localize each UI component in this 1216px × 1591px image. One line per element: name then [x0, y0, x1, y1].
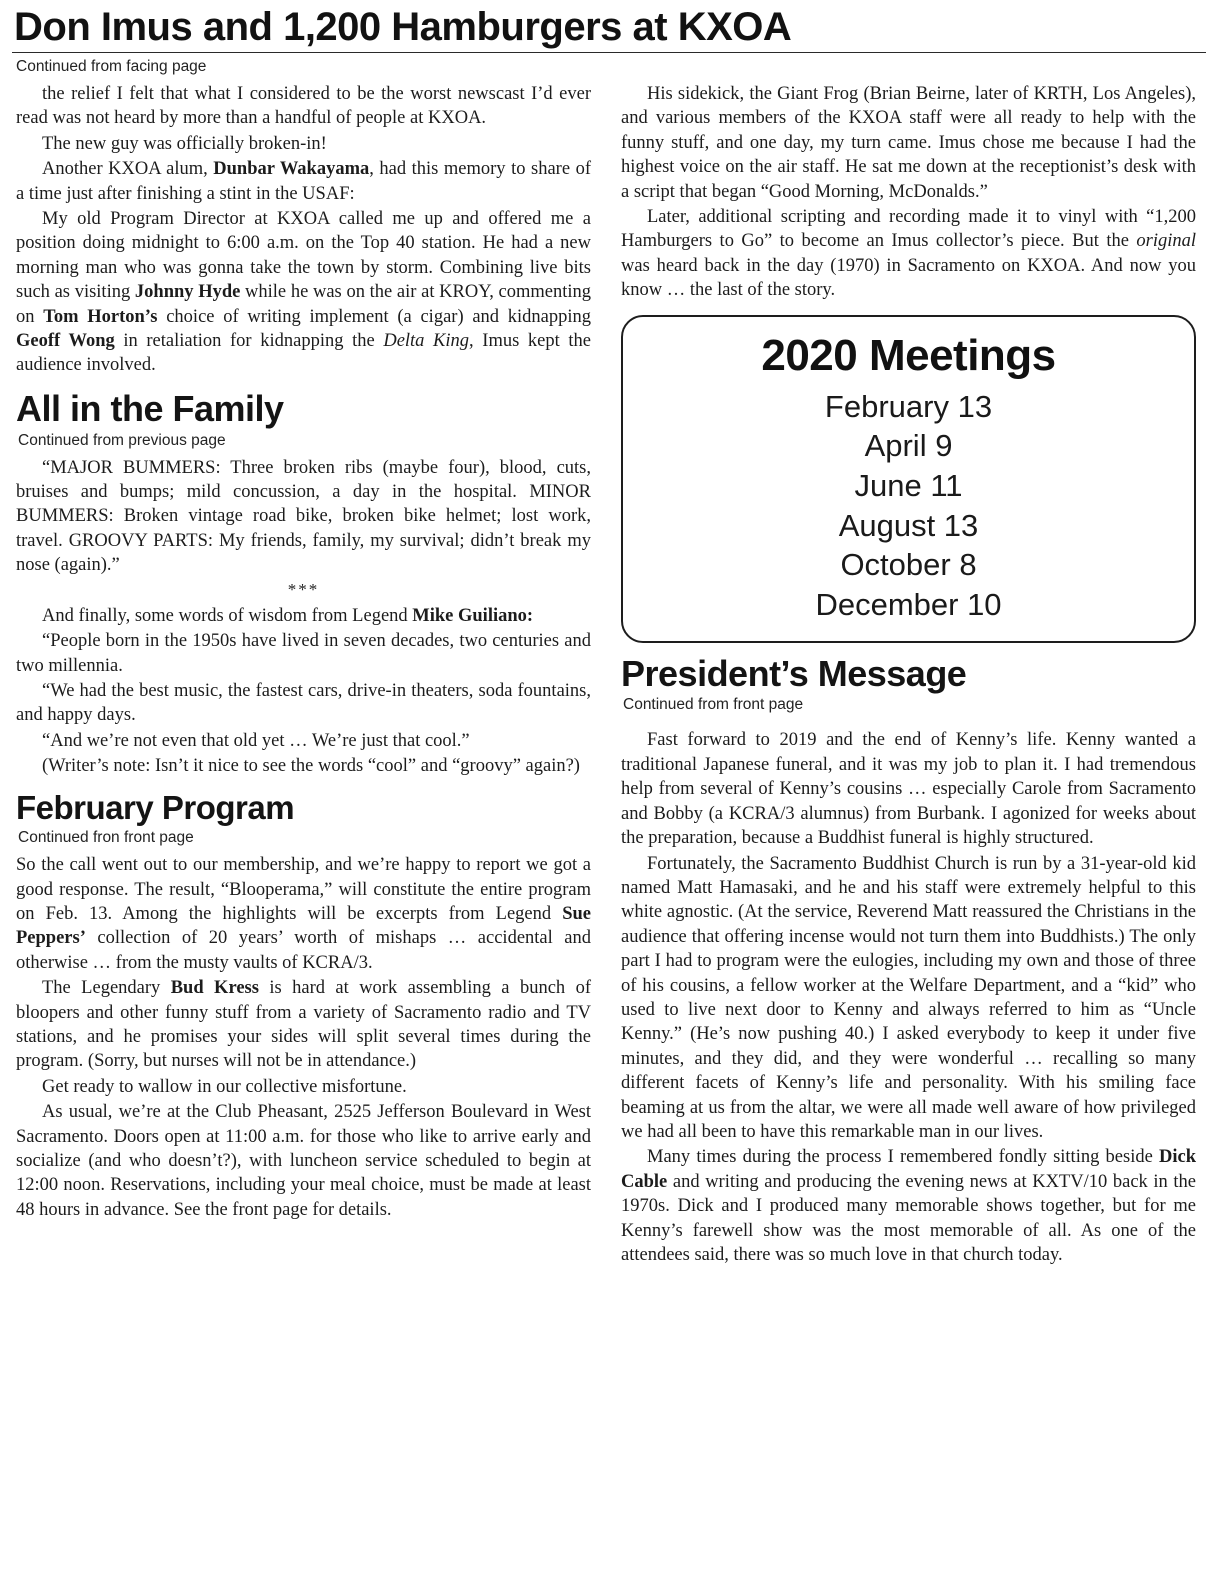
section-divider-asterisks: *** — [287, 579, 320, 599]
left-column — [16, 82, 591, 1268]
section-continued-note: Continued from previous page — [18, 431, 226, 449]
right-column — [621, 82, 1196, 1268]
paragraph: (Writer’s note: Isn’t it nice to see the words “cool” and “groovy” again?) — [42, 756, 580, 777]
page-title: Don Imus and 1,200 Hamburgers at KXOA — [14, 5, 792, 49]
italic-title: Delta King — [383, 331, 470, 352]
meeting-date: October 8 — [840, 547, 977, 583]
text-run: is hard at work assembling a bunch of bloopers and other funny stuff from a variety of Sacramento radio and TV stations, and he promises your sides will split several times during the program. (Sorry, but nurses will not be in attendance.) — [16, 978, 591, 1072]
text-run: Many times during the process I remembered fondly sitting beside — [647, 1147, 1159, 1168]
text-run: , had this memory to share of a time just after finishing a stint in the USAF: — [16, 159, 591, 204]
meeting-date: December 10 — [815, 587, 1002, 623]
text-run: in retaliation for kidnapping the — [114, 331, 384, 352]
paragraph — [16, 976, 591, 1074]
meetings-box — [621, 315, 1196, 643]
text-run: choice of writing implement (a cigar) and kidnapping — [157, 306, 592, 327]
text-run: and writing and producing the evening news at KXTV/10 back in the 1970s. Dick and I produced many memorable shows together, but for me Kenny’s farewell show was the most memorable of all. As one of the attendees said, there was so much love in that church today. — [621, 1171, 1196, 1266]
paragraph: Get ready to wallow in our collective misfortune. — [42, 1076, 407, 1097]
text-run: My old Program Director at KXOA called me up and offered me a position doing midnight to 6:00 a.m. on the Top 40 station. He had a new morning man who was gonna take the town by storm. Combining live bits such as visiting — [16, 209, 591, 303]
section-heading-presidents-message: President’s Message — [621, 652, 967, 694]
paragraph — [16, 853, 591, 975]
paragraph — [621, 1145, 1196, 1267]
text-run: , Imus kept the audience involved. — [16, 331, 592, 376]
text-run: The Legendary — [42, 978, 171, 999]
paragraph: His sidekick, the Giant Frog (Brian Beirne, later of KRTH, Los Angeles), and various members of the KXOA staff were all ready to help with the funny stuff, and one day, my turn came. Imus chose me because I had the highest voice on the air staff. He sat me down at the receptionist’s desk with a script that began “Good Morning, McDonalds.” — [621, 84, 1196, 202]
paragraph — [16, 157, 591, 206]
text-run: collection of 20 years’ worth of mishaps … accidental and otherwise … from the musty vaults of KCRA/3. — [16, 928, 591, 973]
person-name: Bud Kress — [170, 978, 259, 999]
two-column-layout — [0, 82, 1216, 1268]
paragraph: “And we’re not even that old yet … We’re just that cool.” — [42, 730, 470, 751]
section-heading-all-in-the-family: All in the Family — [16, 387, 284, 429]
person-name: Dick Cable — [621, 1147, 1196, 1192]
newsletter-page — [0, 6, 1216, 1591]
paragraph: Fast forward to 2019 and the end of Kenny’s life. Kenny wanted a traditional Japanese funeral, and it was my job to plan it. I had tremendous help from several of Kenny’s cousins … especially Carole from Sacramento and Bobby (a KCRA/3 alumnus) from Burbank. I agonized for weeks about the preparation, because a Buddhist funeral is highly structured. — [621, 730, 1196, 849]
paragraph: The new guy was officially broken-in! — [42, 133, 327, 154]
person-name: Mike Guiliano: — [412, 605, 534, 626]
person-name: Johnny Hyde — [134, 282, 241, 303]
section-heading-february-program: February Program — [16, 788, 295, 826]
person-name: Sue Peppers’ — [16, 904, 591, 949]
person-name: Geoff Wong — [16, 331, 115, 352]
paragraph: As usual, we’re at the Club Pheasant, 2525 Jefferson Boulevard in West Sacramento. Doors open at 11:00 a.m. for those who like to arrive early and socialize (and who doesn’t?), with luncheon service scheduled to begin at 12:00 noon. Reservations, including your meal choice, must be made at least 48 hours in advance. See the front page for details. — [16, 1102, 591, 1220]
text-run: while he was on the air at KROY, commenting on — [16, 282, 591, 327]
paragraph: “We had the best music, the fastest cars, drive-in theaters, soda fountains, and happy days. — [16, 680, 591, 726]
meeting-date: April 9 — [864, 428, 953, 464]
paragraph: the relief I felt that what I considered to be the worst newscast I’d ever read was not heard by more than a handful of people at KXOA. — [16, 84, 591, 129]
meeting-date: June 11 — [854, 468, 963, 503]
person-name: Tom Horton’s — [43, 306, 158, 327]
meeting-date: August 13 — [838, 507, 979, 543]
text-run: So the call went out to our membership, and we’re happy to report we got a good response. The result, “Blooperama,” will constitute the entire program on Feb. 13. Among the highlights will be excerpts from Legend — [16, 855, 591, 924]
text-run: Later, additional scripting and recording made it to vinyl with “1,200 Hamburgers to Go” to become an Imus collector’s piece. But the — [621, 207, 1196, 252]
paragraph: “MAJOR BUMMERS: Three broken ribs (maybe four), blood, cuts, bruises and bumps; mild concussion, a day in the hospital. MINOR BUMMERS: Broken vintage road bike, broken bike helmet; lost work, travel. GROOVY PARTS: My friends, family, my survival; didn’t break my nose (again).” — [16, 457, 591, 576]
paragraph — [16, 604, 591, 628]
text-run: was heard back in the day (1970) in Sacramento on KXOA. And now you know … the last of the story. — [621, 255, 1196, 301]
meeting-date: February 13 — [824, 388, 993, 424]
section-continued-note: Continued fron front page — [18, 829, 194, 847]
meetings-title: 2020 Meetings — [761, 330, 1056, 380]
title-divider — [12, 52, 1206, 53]
headline-continued-note: Continued from facing page — [16, 58, 207, 75]
text-run: And finally, some words of wisdom from Legend — [42, 605, 413, 626]
text-run: Another KXOA alum, — [42, 159, 214, 180]
paragraph: “People born in the 1950s have lived in seven decades, two centuries and two millennia. — [16, 631, 591, 676]
italic-word: original — [1136, 231, 1196, 252]
person-name: Dunbar Wakayama — [213, 159, 370, 180]
paragraph: Fortunately, the Sacramento Buddhist Church is run by a 31-year-old kid named Matt Hamasaki, and he and his staff were extremely helpful to this white agnostic. (At the service, Reverend Matt reassured the Christians in the audience that offering incense would not turn them into Buddhists.) The only part I had to program were the eulogies, including my own and those of three of his cousins, a fellow worker at the Welfare Department, and a “kid” who used to live next door to Kenny and always referred to him as “Uncle Kenny.” (He’s now pushing 40.) I asked everybody to keep it under five minutes, and they did, and they were wonderful … recalling so many different facets of Kenny’s life and personality. With his smiling face beaming at us from the altar, we were all made well aware of how privileged we had all been to have this remarkable man in our lives. — [621, 853, 1196, 1142]
paragraph — [621, 205, 1196, 303]
paragraph — [16, 207, 591, 378]
section-continued-note: Continued from front page — [623, 696, 804, 714]
